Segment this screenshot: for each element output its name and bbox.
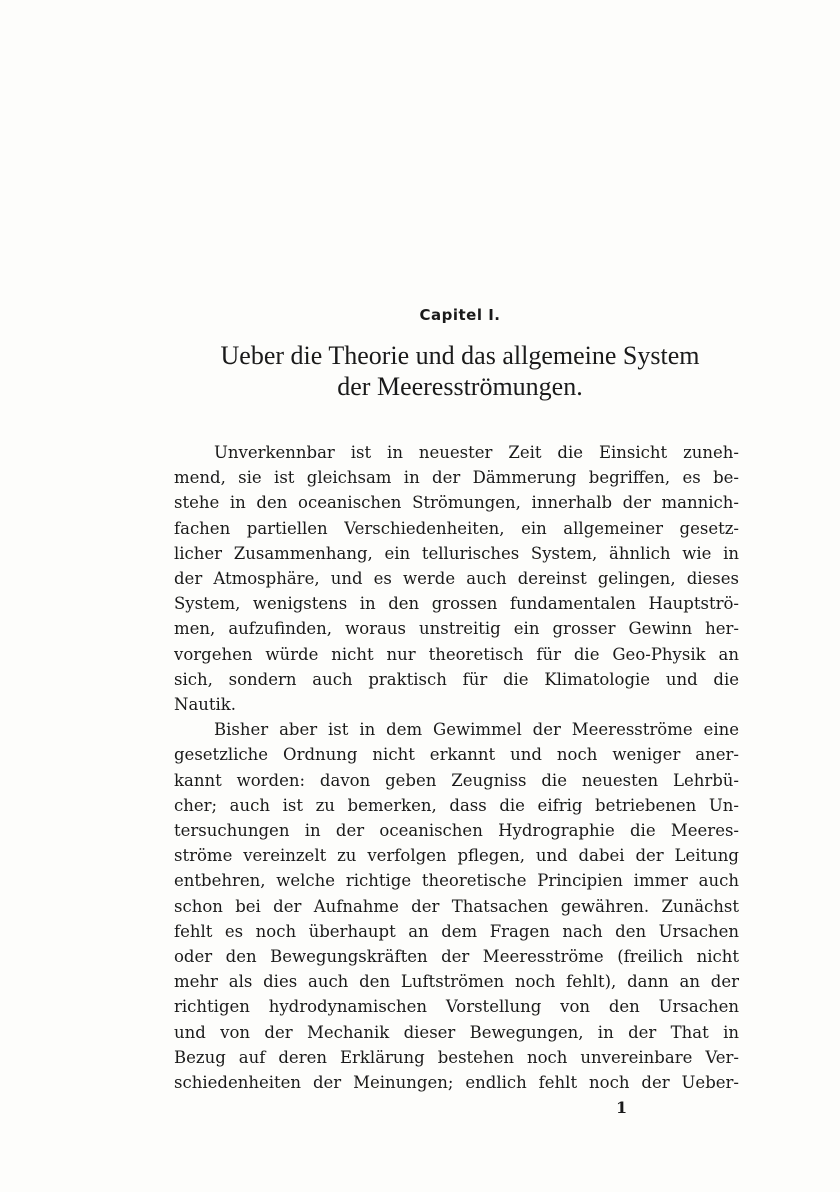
paragraph-2 [174,717,739,1095]
text-line: kannt worden: davon geben Zeugniss die neuesten Lehrbü- [174,770,739,790]
text-line: vorgehen würde nicht nur theoretisch für die Geo-Physik an [174,644,739,664]
body-text [174,440,739,1095]
text-line: gesetzliche Ordnung nicht erkannt und noch weniger aner- [174,745,739,765]
chapter-title-line-2: der Meeresströmungen. [337,372,583,401]
text-line: schiedenheiten der Meinungen; endlich fehlt noch der Ueber- [174,1073,739,1093]
text-line: oder den Bewegungskräften der Meeresströme (freilich nicht [174,947,739,967]
paragraph-1 [174,440,739,717]
text-line: Nautik. [174,695,237,715]
text-line: System, wenigstens in den grossen fundamentalen Hauptströ- [174,594,739,614]
text-line: tersuchungen in der oceanischen Hydrographie die Meeres- [174,821,739,841]
chapter-label: Capitel I. [419,306,501,324]
text-line: sich, sondern auch praktisch für die Klimatologie und die [174,669,739,689]
text-line: cher; auch ist zu bemerken, dass die eifrig betriebenen Un- [174,795,739,815]
text-line: richtigen hydrodynamischen Vorstellung von den Ursachen [174,997,739,1017]
text-line: licher Zusammenhang, ein tellurisches System, ähnlich wie in [174,543,739,563]
text-line: und von der Mechanik dieser Bewegungen, in der That in [174,1022,739,1042]
text-line: fachen partiellen Verschiedenheiten, ein allgemeiner gesetz- [174,518,739,538]
chapter-title [150,340,770,402]
text-line: stehe in den oceanischen Strömungen, innerhalb der mannich- [174,493,739,513]
text-line: Bezug auf deren Erklärung bestehen noch unvereinbare Ver- [174,1047,739,1067]
text-line: Bisher aber ist in dem Gewimmel der Meeresströme eine [214,720,739,740]
chapter-title-line-1: Ueber die Theorie und das allgemeine System [220,341,700,370]
text-line: ströme vereinzelt zu verfolgen pflegen, und dabei der Leitung [174,846,739,866]
text-line: schon bei der Aufnahme der Thatsachen gewähren. Zunächst [174,896,739,916]
text-line: der Atmosphäre, und es werde auch dereinst gelingen, dieses [174,569,739,589]
text-line: men, aufzufinden, woraus unstreitig ein grosser Gewinn her- [174,619,739,639]
text-line: mehr als dies auch den Luftströmen noch fehlt), dann an der [174,972,739,992]
page-number: 1 [616,1098,628,1117]
text-line: fehlt es noch überhaupt an dem Fragen nach den Ursachen [174,921,739,941]
text-line: entbehren, welche richtige theoretische Principien immer auch [174,871,739,891]
text-line: Unverkennbar ist in neuester Zeit die Einsicht zuneh- [214,443,739,462]
text-line: mend, sie ist gleichsam in der Dämmerung begriffen, es be- [174,468,739,488]
